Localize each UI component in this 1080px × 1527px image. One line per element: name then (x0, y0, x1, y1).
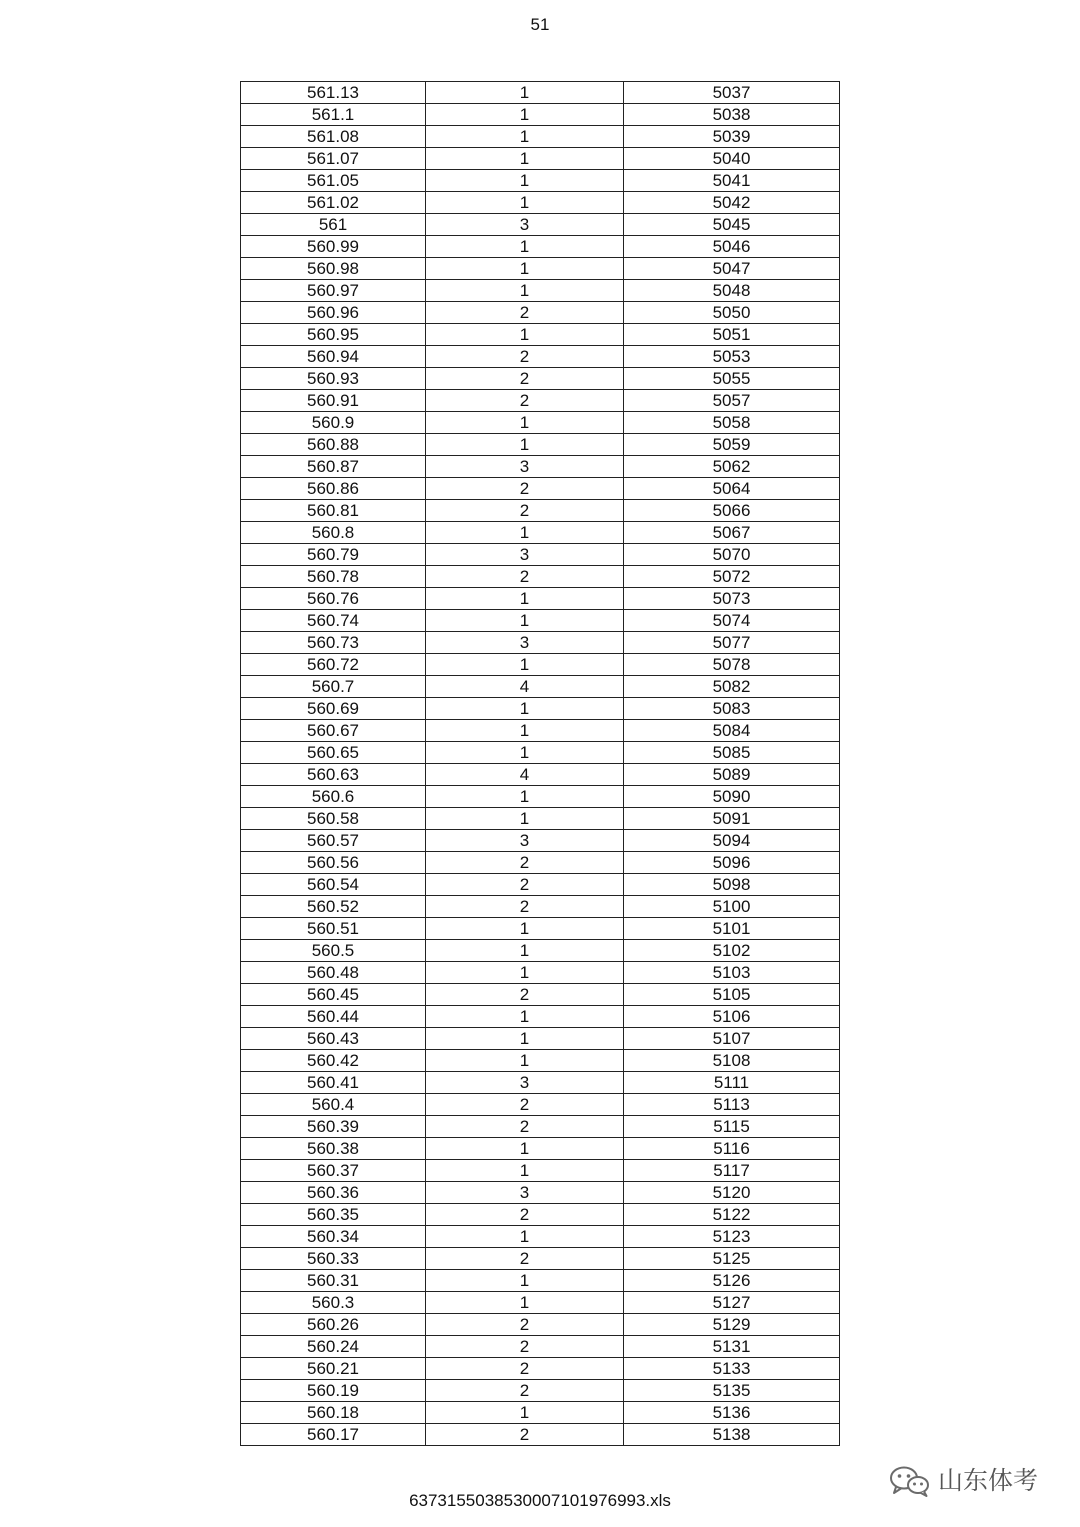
table-row (241, 808, 840, 830)
count-cell: 3 (426, 544, 624, 566)
table-row (241, 192, 840, 214)
table-row (241, 1402, 840, 1424)
score-cell: 560.37 (241, 1160, 426, 1182)
count-cell: 2 (426, 1094, 624, 1116)
cumulative-cell: 5133 (624, 1358, 840, 1380)
table-row (241, 170, 840, 192)
cumulative-cell: 5070 (624, 544, 840, 566)
table-row (241, 676, 840, 698)
score-cell: 560.74 (241, 610, 426, 632)
score-cell: 561.07 (241, 148, 426, 170)
table-row (241, 1226, 840, 1248)
table-row (241, 500, 840, 522)
table-row (241, 324, 840, 346)
table-body (241, 82, 840, 1446)
table-row (241, 1270, 840, 1292)
score-cell: 560.8 (241, 522, 426, 544)
count-cell: 3 (426, 456, 624, 478)
score-cell: 560.19 (241, 1380, 426, 1402)
watermark-text: 山东体考 (938, 1467, 1039, 1495)
cumulative-cell: 5064 (624, 478, 840, 500)
cumulative-cell: 5090 (624, 786, 840, 808)
file-name: 6373155038530007101976993.xls (409, 1491, 671, 1510)
count-cell: 2 (426, 1380, 624, 1402)
cumulative-cell: 5072 (624, 566, 840, 588)
table-row (241, 610, 840, 632)
cumulative-cell: 5048 (624, 280, 840, 302)
count-cell: 1 (426, 434, 624, 456)
cumulative-cell: 5041 (624, 170, 840, 192)
cumulative-cell: 5116 (624, 1138, 840, 1160)
count-cell: 2 (426, 566, 624, 588)
count-cell: 2 (426, 478, 624, 500)
table-row (241, 478, 840, 500)
count-cell: 2 (426, 1336, 624, 1358)
cumulative-cell: 5050 (624, 302, 840, 324)
score-cell: 560.24 (241, 1336, 426, 1358)
cumulative-cell: 5105 (624, 984, 840, 1006)
score-cell: 560.67 (241, 720, 426, 742)
table-row (241, 104, 840, 126)
table-row (241, 1248, 840, 1270)
count-cell: 1 (426, 236, 624, 258)
table-row (241, 148, 840, 170)
score-cell: 560.52 (241, 896, 426, 918)
table-row (241, 566, 840, 588)
count-cell: 2 (426, 302, 624, 324)
count-cell: 1 (426, 918, 624, 940)
count-cell: 2 (426, 874, 624, 896)
cumulative-cell: 5127 (624, 1292, 840, 1314)
table-row (241, 522, 840, 544)
cumulative-cell: 5042 (624, 192, 840, 214)
cumulative-cell: 5058 (624, 412, 840, 434)
cumulative-cell: 5037 (624, 82, 840, 104)
cumulative-cell: 5062 (624, 456, 840, 478)
cumulative-cell: 5085 (624, 742, 840, 764)
score-cell: 560.58 (241, 808, 426, 830)
cumulative-cell: 5039 (624, 126, 840, 148)
table-row (241, 698, 840, 720)
score-cell: 560.26 (241, 1314, 426, 1336)
count-cell: 1 (426, 104, 624, 126)
cumulative-cell: 5117 (624, 1160, 840, 1182)
count-cell: 1 (426, 698, 624, 720)
count-cell: 1 (426, 258, 624, 280)
cumulative-cell: 5098 (624, 874, 840, 896)
cumulative-cell: 5094 (624, 830, 840, 852)
score-cell: 560.93 (241, 368, 426, 390)
count-cell: 3 (426, 632, 624, 654)
cumulative-cell: 5111 (624, 1072, 840, 1094)
count-cell: 1 (426, 808, 624, 830)
cumulative-cell: 5123 (624, 1226, 840, 1248)
score-cell: 560.69 (241, 698, 426, 720)
score-cell: 561.1 (241, 104, 426, 126)
count-cell: 1 (426, 324, 624, 346)
table-row (241, 874, 840, 896)
count-cell: 1 (426, 148, 624, 170)
cumulative-cell: 5122 (624, 1204, 840, 1226)
table-row (241, 1006, 840, 1028)
cumulative-cell: 5077 (624, 632, 840, 654)
cumulative-cell: 5038 (624, 104, 840, 126)
table-row (241, 1028, 840, 1050)
cumulative-cell: 5101 (624, 918, 840, 940)
count-cell: 1 (426, 1138, 624, 1160)
table-row (241, 1358, 840, 1380)
score-cell: 560.56 (241, 852, 426, 874)
score-cell: 560.21 (241, 1358, 426, 1380)
cumulative-cell: 5120 (624, 1182, 840, 1204)
score-distribution-table (240, 81, 840, 1446)
score-cell: 560.43 (241, 1028, 426, 1050)
score-cell: 560.99 (241, 236, 426, 258)
table-row (241, 588, 840, 610)
table-row (241, 830, 840, 852)
count-cell: 2 (426, 1204, 624, 1226)
table-row (241, 786, 840, 808)
cumulative-cell: 5051 (624, 324, 840, 346)
score-cell: 560.48 (241, 962, 426, 984)
count-cell: 3 (426, 1072, 624, 1094)
cumulative-cell: 5040 (624, 148, 840, 170)
cumulative-cell: 5074 (624, 610, 840, 632)
score-cell: 560.6 (241, 786, 426, 808)
cumulative-cell: 5126 (624, 1270, 840, 1292)
cumulative-cell: 5084 (624, 720, 840, 742)
cumulative-cell: 5113 (624, 1094, 840, 1116)
score-cell: 561.08 (241, 126, 426, 148)
count-cell: 1 (426, 412, 624, 434)
page-number: 51 (530, 15, 550, 34)
score-cell: 560.73 (241, 632, 426, 654)
table-row (241, 82, 840, 104)
cumulative-cell: 5102 (624, 940, 840, 962)
count-cell: 1 (426, 588, 624, 610)
cumulative-cell: 5055 (624, 368, 840, 390)
table-row (241, 1204, 840, 1226)
score-cell: 560.38 (241, 1138, 426, 1160)
count-cell: 2 (426, 984, 624, 1006)
table-row (241, 720, 840, 742)
score-cell: 560.91 (241, 390, 426, 412)
score-cell: 560.34 (241, 1226, 426, 1248)
count-cell: 1 (426, 1006, 624, 1028)
table-row (241, 1050, 840, 1072)
score-cell: 560.81 (241, 500, 426, 522)
cumulative-cell: 5053 (624, 346, 840, 368)
table-row (241, 1424, 840, 1446)
table-row (241, 1072, 840, 1094)
score-cell: 560.42 (241, 1050, 426, 1072)
count-cell: 1 (426, 720, 624, 742)
score-cell: 560.18 (241, 1402, 426, 1424)
count-cell: 2 (426, 1424, 624, 1446)
table-row (241, 544, 840, 566)
count-cell: 1 (426, 610, 624, 632)
score-cell: 561.13 (241, 82, 426, 104)
cumulative-cell: 5066 (624, 500, 840, 522)
table-row (241, 1138, 840, 1160)
count-cell: 2 (426, 1248, 624, 1270)
table-row (241, 962, 840, 984)
table-row (241, 346, 840, 368)
table-row (241, 764, 840, 786)
count-cell: 2 (426, 896, 624, 918)
score-cell: 560.78 (241, 566, 426, 588)
table-row (241, 940, 840, 962)
table-row (241, 984, 840, 1006)
count-cell: 1 (426, 1292, 624, 1314)
cumulative-cell: 5083 (624, 698, 840, 720)
cumulative-cell: 5089 (624, 764, 840, 786)
cumulative-cell: 5129 (624, 1314, 840, 1336)
cumulative-cell: 5073 (624, 588, 840, 610)
score-cell: 560.57 (241, 830, 426, 852)
cumulative-cell: 5108 (624, 1050, 840, 1072)
score-cell: 560.35 (241, 1204, 426, 1226)
count-cell: 2 (426, 390, 624, 412)
table-row (241, 654, 840, 676)
cumulative-cell: 5047 (624, 258, 840, 280)
count-cell: 1 (426, 126, 624, 148)
cumulative-cell: 5059 (624, 434, 840, 456)
count-cell: 1 (426, 1226, 624, 1248)
table-row (241, 918, 840, 940)
count-cell: 1 (426, 1270, 624, 1292)
count-cell: 4 (426, 676, 624, 698)
count-cell: 1 (426, 192, 624, 214)
cumulative-cell: 5106 (624, 1006, 840, 1028)
score-cell: 560.44 (241, 1006, 426, 1028)
count-cell: 2 (426, 368, 624, 390)
cumulative-cell: 5091 (624, 808, 840, 830)
score-cell: 561.02 (241, 192, 426, 214)
table-row (241, 456, 840, 478)
cumulative-cell: 5057 (624, 390, 840, 412)
cumulative-cell: 5100 (624, 896, 840, 918)
table-row (241, 1160, 840, 1182)
score-cell: 560.86 (241, 478, 426, 500)
table-row (241, 214, 840, 236)
count-cell: 2 (426, 1314, 624, 1336)
score-cell: 560.96 (241, 302, 426, 324)
cumulative-cell: 5136 (624, 1402, 840, 1424)
score-cell: 560.72 (241, 654, 426, 676)
count-cell: 3 (426, 1182, 624, 1204)
score-cell: 560.79 (241, 544, 426, 566)
cumulative-cell: 5138 (624, 1424, 840, 1446)
score-cell: 560.5 (241, 940, 426, 962)
count-cell: 1 (426, 786, 624, 808)
count-cell: 1 (426, 962, 624, 984)
table-row (241, 126, 840, 148)
score-cell: 560.95 (241, 324, 426, 346)
table-row (241, 1336, 840, 1358)
score-cell: 560.41 (241, 1072, 426, 1094)
count-cell: 1 (426, 1050, 624, 1072)
count-cell: 1 (426, 1402, 624, 1424)
cumulative-cell: 5067 (624, 522, 840, 544)
score-cell: 560.98 (241, 258, 426, 280)
score-cell: 561.05 (241, 170, 426, 192)
table-row (241, 1314, 840, 1336)
table-row (241, 1116, 840, 1138)
score-cell: 560.31 (241, 1270, 426, 1292)
cumulative-cell: 5131 (624, 1336, 840, 1358)
table-row (241, 1292, 840, 1314)
cumulative-cell: 5125 (624, 1248, 840, 1270)
count-cell: 1 (426, 742, 624, 764)
table-row (241, 258, 840, 280)
cumulative-cell: 5103 (624, 962, 840, 984)
count-cell: 1 (426, 1160, 624, 1182)
score-cell: 560.97 (241, 280, 426, 302)
score-cell: 560.54 (241, 874, 426, 896)
score-cell: 560.63 (241, 764, 426, 786)
table-row (241, 390, 840, 412)
table-row (241, 1182, 840, 1204)
score-cell: 560.94 (241, 346, 426, 368)
table-row (241, 434, 840, 456)
table-row (241, 852, 840, 874)
count-cell: 2 (426, 1358, 624, 1380)
count-cell: 2 (426, 1116, 624, 1138)
score-cell: 560.65 (241, 742, 426, 764)
table-row (241, 368, 840, 390)
table-row (241, 1094, 840, 1116)
score-cell: 560.7 (241, 676, 426, 698)
table-row (241, 742, 840, 764)
count-cell: 3 (426, 214, 624, 236)
cumulative-cell: 5096 (624, 852, 840, 874)
count-cell: 2 (426, 500, 624, 522)
score-cell: 561 (241, 214, 426, 236)
count-cell: 1 (426, 654, 624, 676)
count-cell: 1 (426, 82, 624, 104)
count-cell: 2 (426, 346, 624, 368)
count-cell: 2 (426, 852, 624, 874)
score-cell: 560.76 (241, 588, 426, 610)
cumulative-cell: 5135 (624, 1380, 840, 1402)
table-row (241, 280, 840, 302)
cumulative-cell: 5045 (624, 214, 840, 236)
score-cell: 560.33 (241, 1248, 426, 1270)
cumulative-cell: 5107 (624, 1028, 840, 1050)
cumulative-cell: 5078 (624, 654, 840, 676)
cumulative-cell: 5115 (624, 1116, 840, 1138)
score-cell: 560.36 (241, 1182, 426, 1204)
table-row (241, 412, 840, 434)
count-cell: 3 (426, 830, 624, 852)
table-row (241, 236, 840, 258)
score-cell: 560.3 (241, 1292, 426, 1314)
cumulative-cell: 5046 (624, 236, 840, 258)
score-cell: 560.88 (241, 434, 426, 456)
score-cell: 560.9 (241, 412, 426, 434)
table-row (241, 896, 840, 918)
count-cell: 1 (426, 1028, 624, 1050)
cumulative-cell: 5082 (624, 676, 840, 698)
count-cell: 1 (426, 170, 624, 192)
count-cell: 4 (426, 764, 624, 786)
count-cell: 1 (426, 940, 624, 962)
score-cell: 560.17 (241, 1424, 426, 1446)
score-cell: 560.45 (241, 984, 426, 1006)
table-row (241, 302, 840, 324)
score-cell: 560.51 (241, 918, 426, 940)
count-cell: 1 (426, 522, 624, 544)
count-cell: 1 (426, 280, 624, 302)
score-cell: 560.39 (241, 1116, 426, 1138)
score-cell: 560.4 (241, 1094, 426, 1116)
table-row (241, 632, 840, 654)
score-cell: 560.87 (241, 456, 426, 478)
table-row (241, 1380, 840, 1402)
